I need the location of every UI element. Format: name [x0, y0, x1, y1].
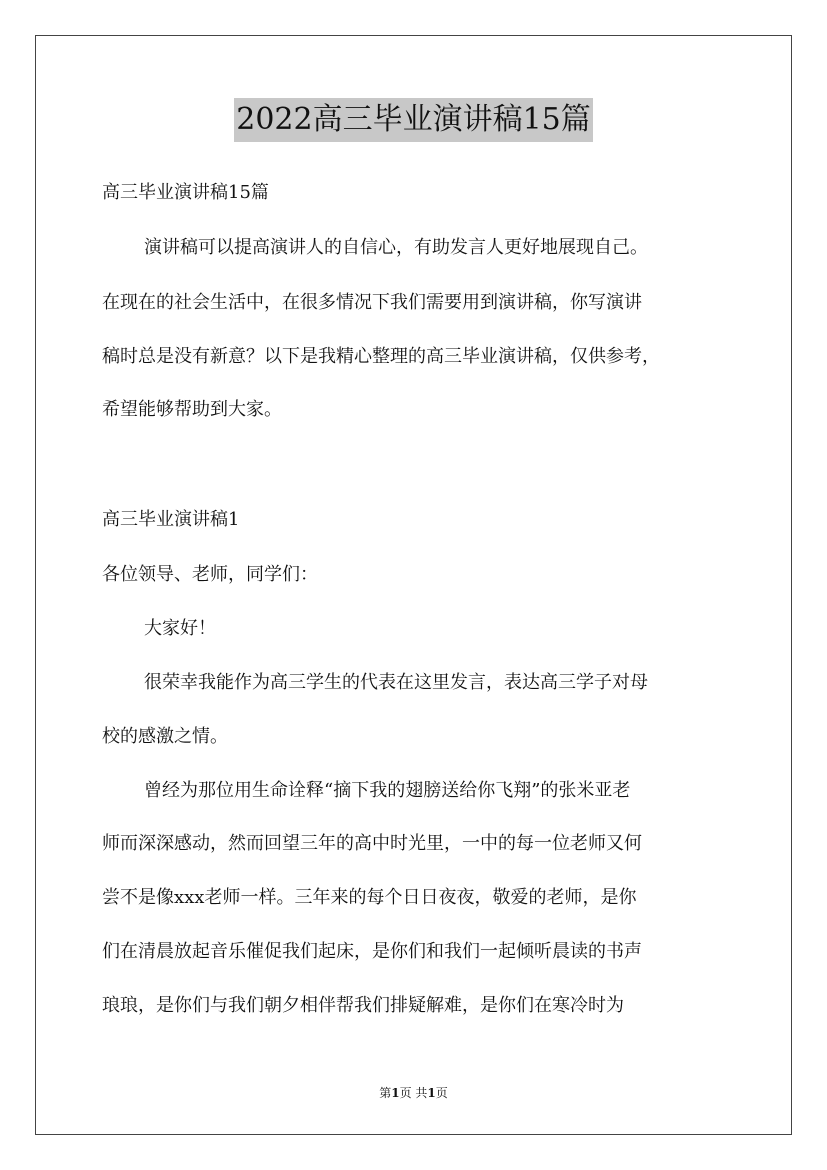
paragraph-line: 们在清晨放起音乐催促我们起床，是你们和我们一起倾听晨读的书声 [102, 941, 642, 962]
paragraph-line: 曾经为那位用生命诠释“摘下我的翅膀送给你飞翔”的张米亚老 [144, 780, 631, 801]
paragraph-line: 琅琅，是你们与我们朝夕相伴帮我们排疑解难，是你们在寒冷时为 [102, 995, 624, 1016]
salutation: 各位领导、老师，同学们： [102, 564, 318, 585]
paragraph-line: 很荣幸我能作为高三学生的代表在这里发言，表达高三学子对母 [144, 672, 648, 693]
greeting: 大家好！ [144, 618, 216, 639]
paragraph-line: 校的感激之情。 [102, 726, 228, 747]
page-footer [0, 1084, 827, 1101]
subtitle: 高三毕业演讲稿15篇 [102, 182, 269, 203]
paragraph-line: 在现在的社会生活中，在很多情况下我们需要用到演讲稿，你写演讲 [102, 292, 642, 313]
footer-prefix: 第 [379, 1086, 392, 1100]
footer-mid: 页 共 [399, 1086, 428, 1100]
footer-page-number: 1 [391, 1086, 400, 1100]
title-container [0, 98, 827, 142]
paragraph-line: 师而深深感动，然而回望三年的高中时光里，一中的每一位老师又何 [102, 833, 642, 854]
section-heading: 高三毕业演讲稿1 [102, 509, 240, 530]
footer-suffix: 页 [435, 1086, 448, 1100]
paragraph-line: 稿时总是没有新意？以下是我精心整理的高三毕业演讲稿，仅供参考， [102, 346, 660, 367]
paragraph-line: 希望能够帮助到大家。 [102, 399, 282, 420]
paragraph-line: 演讲稿可以提高演讲人的自信心，有助发言人更好地展现自己。 [144, 237, 648, 258]
paragraph-line: 尝不是像xxx老师一样。三年来的每个日日夜夜，敬爱的老师，是你 [102, 887, 637, 908]
document-title: 2022高三毕业演讲稿15篇 [234, 98, 593, 142]
footer-total-pages: 1 [427, 1086, 436, 1100]
